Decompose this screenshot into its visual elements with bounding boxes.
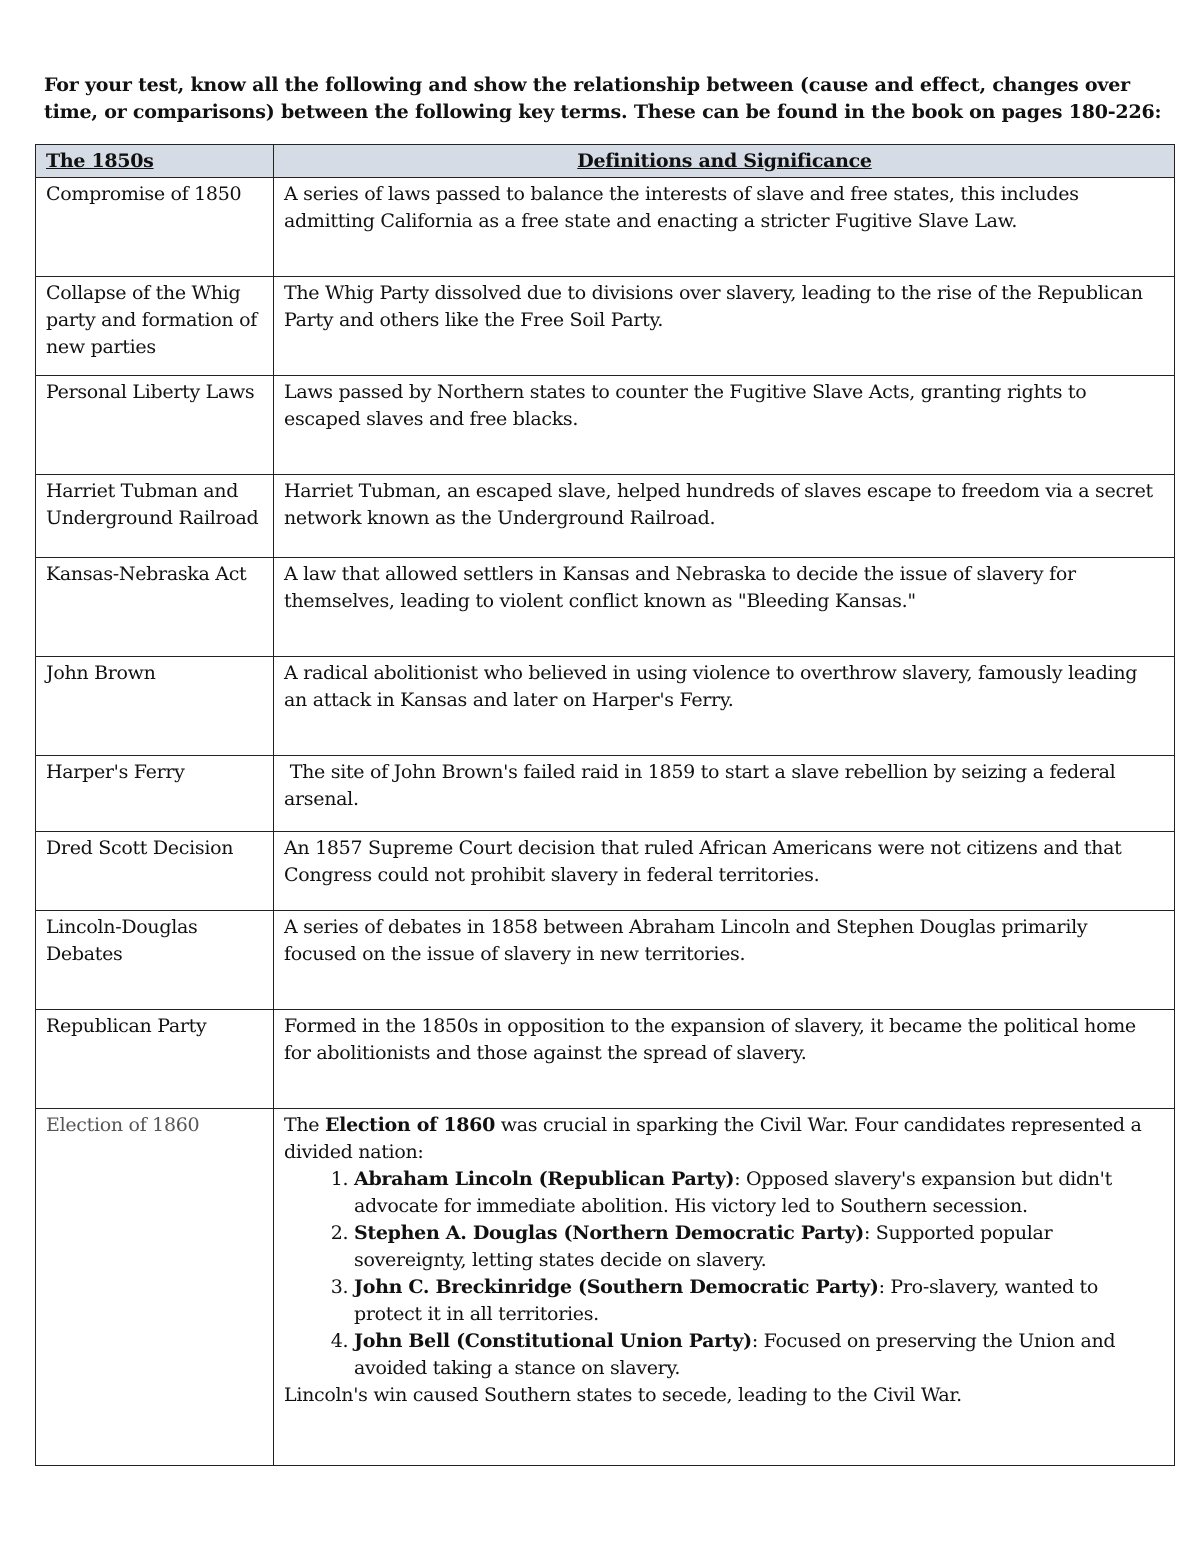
intro-line-2: time, or comparisons) between the following key terms. These can be found in the book on pages 180-226:: [44, 101, 1162, 123]
header-definition: Definitions and Significance: [274, 145, 1175, 178]
list-item: [354, 1274, 1165, 1328]
term-cell: Collapse of the Whig party and formation of new parties: [36, 277, 274, 376]
table-row: [36, 657, 1175, 756]
definition-cell: An 1857 Supreme Court decision that ruled African Americans were not citizens and that Congress could not prohibit slavery in federal territories.: [274, 832, 1175, 911]
election-conclusion: Lincoln's win caused Southern states to secede, leading to the Civil War.: [284, 1384, 962, 1406]
candidate-name: Abraham Lincoln (Republican Party): [354, 1168, 735, 1190]
table-row: [36, 1010, 1175, 1109]
candidates-list: [284, 1166, 1165, 1382]
term-cell: Harriet Tubman and Underground Railroad: [36, 475, 274, 558]
table-header-row: [36, 145, 1175, 178]
definition-cell: Harriet Tubman, an escaped slave, helped hundreds of slaves escape to freedom via a secret network known as the Underground Railroad.: [274, 475, 1175, 558]
definition-cell: Laws passed by Northern states to counter the Fugitive Slave Acts, granting rights to escaped slaves and free blacks.: [274, 376, 1175, 475]
table-row: [36, 277, 1175, 376]
table-row: [36, 911, 1175, 1010]
list-item: [354, 1328, 1165, 1382]
candidate-name: Stephen A. Douglas (Northern Democratic Party): [354, 1222, 864, 1244]
intro-instructions: [44, 72, 1164, 126]
election-intro-bold: Election of 1860: [325, 1114, 495, 1136]
candidate-desc: : Pro-slavery, wanted to protect it in all territories.: [354, 1276, 1099, 1325]
list-item: [354, 1166, 1165, 1220]
term-cell: Compromise of 1850: [36, 178, 274, 277]
term-cell: Kansas-Nebraska Act: [36, 558, 274, 657]
election-intro-post: was crucial in sparking the Civil War. Four candidates represented a divided nation:: [284, 1114, 1142, 1163]
candidate-name: John C. Breckinridge (Southern Democratic Party): [354, 1276, 879, 1298]
term-cell: John Brown: [36, 657, 274, 756]
definition-cell: [274, 1109, 1175, 1466]
definition-cell: The site of John Brown's failed raid in 1859 to start a slave rebellion by seizing a federal arsenal.: [274, 756, 1175, 832]
table-row-election: [36, 1109, 1175, 1466]
definition-cell: A series of laws passed to balance the interests of slave and free states, this includes admitting California as a free state and enacting a stricter Fugitive Slave Law.: [274, 178, 1175, 277]
definition-cell: A law that allowed settlers in Kansas and Nebraska to decide the issue of slavery for themselves, leading to violent conflict known as "Bleeding Kansas.": [274, 558, 1175, 657]
term-cell: Harper's Ferry: [36, 756, 274, 832]
term-cell: Dred Scott Decision: [36, 832, 274, 911]
candidate-name: John Bell (Constitutional Union Party): [354, 1330, 752, 1352]
table-row: [36, 832, 1175, 911]
header-term: The 1850s: [36, 145, 274, 178]
candidate-desc: : Supported popular sovereignty, letting states decide on slavery.: [354, 1222, 1053, 1271]
term-cell: Republican Party: [36, 1010, 274, 1109]
term-cell: Election of 1860: [36, 1109, 274, 1466]
election-intro: [284, 1112, 1165, 1166]
list-item: [354, 1220, 1165, 1274]
table-row: [36, 178, 1175, 277]
definition-cell: The Whig Party dissolved due to divisions over slavery, leading to the rise of the Republican Party and others like the Free Soil Party.: [274, 277, 1175, 376]
intro-line-1: For your test, know all the following and show the relationship between (cause and effect, changes over: [44, 74, 1130, 96]
candidate-desc: : Opposed slavery's expansion but didn't advocate for immediate abolition. His victory led to Southern secession.: [354, 1168, 1112, 1217]
candidate-desc: : Focused on preserving the Union and avoided taking a stance on slavery.: [354, 1330, 1116, 1379]
table-row: [36, 376, 1175, 475]
definition-cell: Formed in the 1850s in opposition to the expansion of slavery, it became the political home for abolitionists and those against the spread of slavery.: [274, 1010, 1175, 1109]
definition-cell: A series of debates in 1858 between Abraham Lincoln and Stephen Douglas primarily focused on the issue of slavery in new territories.: [274, 911, 1175, 1010]
key-terms-table: [35, 144, 1175, 1466]
term-cell: Personal Liberty Laws: [36, 376, 274, 475]
table-row: [36, 475, 1175, 558]
table-row: [36, 756, 1175, 832]
election-intro-pre: The: [284, 1114, 325, 1136]
term-cell: Lincoln-Douglas Debates: [36, 911, 274, 1010]
definition-cell: A radical abolitionist who believed in using violence to overthrow slavery, famously leading an attack in Kansas and later on Harper's Ferry.: [274, 657, 1175, 756]
table-row: [36, 558, 1175, 657]
